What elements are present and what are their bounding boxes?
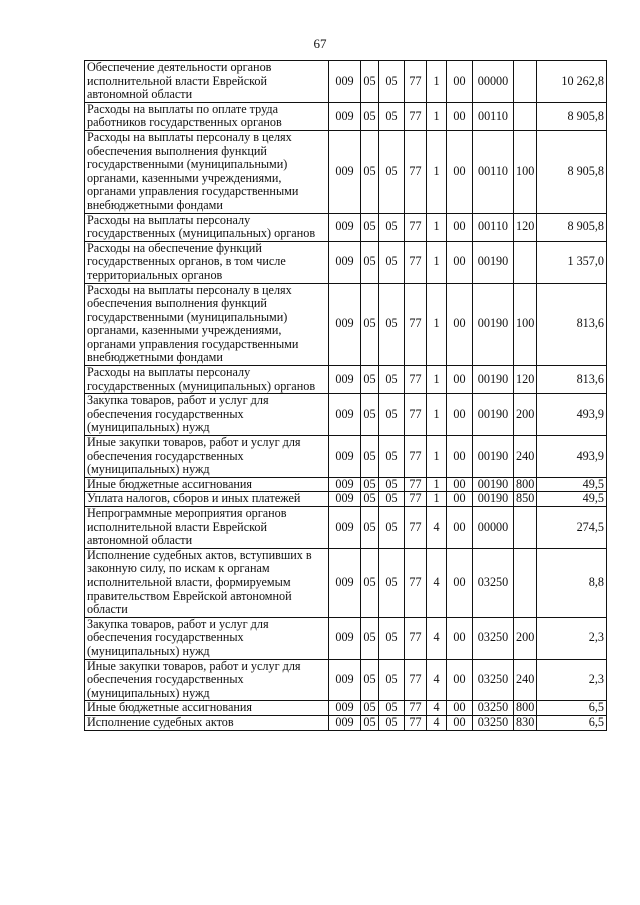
budget-item-name: Иные бюджетные ассигнования [85,477,329,492]
code-program: 77 [405,492,427,507]
code-group: 00 [447,617,473,659]
code-program: 77 [405,102,427,130]
code-program: 77 [405,366,427,394]
budget-item-name: Иные бюджетные ассигнования [85,701,329,716]
code-podrazdel: 05 [379,436,405,478]
code-razdel: 05 [361,548,379,617]
code-group: 00 [447,477,473,492]
code-direction: 00190 [473,477,514,492]
code-razdel: 05 [361,659,379,701]
code-podrazdel: 05 [379,477,405,492]
code-direction: 00190 [473,492,514,507]
table-row [85,507,607,549]
budget-item-name: Уплата налогов, сборов и иных платежей [85,492,329,507]
budget-item-name: Закупка товаров, работ и услуг для обеспечения государственных (муниципальных) нужд [85,617,329,659]
code-group: 00 [447,701,473,716]
code-program: 77 [405,617,427,659]
code-subprogram: 1 [427,213,447,241]
code-direction: 00000 [473,61,514,103]
code-razdel: 05 [361,507,379,549]
code-direction: 00190 [473,436,514,478]
code-direction: 00190 [473,241,514,283]
code-razdel: 05 [361,366,379,394]
code-glava: 009 [329,659,361,701]
code-glava: 009 [329,130,361,213]
code-expense-type: 100 [514,283,537,366]
code-podrazdel: 05 [379,617,405,659]
code-expense-type: 850 [514,492,537,507]
code-subprogram: 1 [427,241,447,283]
code-expense-type [514,102,537,130]
code-expense-type: 120 [514,213,537,241]
code-glava: 009 [329,492,361,507]
code-podrazdel: 05 [379,507,405,549]
table-row [85,102,607,130]
table-row [85,366,607,394]
table-row [85,213,607,241]
code-podrazdel: 05 [379,548,405,617]
code-glava: 009 [329,477,361,492]
amount-cell: 49,5 [537,492,607,507]
code-group: 00 [447,659,473,701]
budget-item-name: Закупка товаров, работ и услуг для обеспечения государственных (муниципальных) нужд [85,394,329,436]
code-group: 00 [447,492,473,507]
budget-item-name: Расходы на выплаты персоналу государственных (муниципальных) органов [85,213,329,241]
table-row [85,241,607,283]
code-expense-type: 100 [514,130,537,213]
code-group: 00 [447,394,473,436]
amount-cell: 493,9 [537,394,607,436]
amount-cell: 8 905,8 [537,130,607,213]
table-row [85,617,607,659]
code-expense-type: 200 [514,617,537,659]
amount-cell: 813,6 [537,283,607,366]
budget-item-name: Иные закупки товаров, работ и услуг для обеспечения государственных (муниципальных) нужд [85,659,329,701]
code-direction: 03250 [473,548,514,617]
code-program: 77 [405,241,427,283]
code-program: 77 [405,436,427,478]
code-subprogram: 1 [427,102,447,130]
code-expense-type: 200 [514,394,537,436]
code-program: 77 [405,701,427,716]
amount-cell: 274,5 [537,507,607,549]
budget-item-name: Расходы на выплаты персоналу государственных (муниципальных) органов [85,366,329,394]
code-subprogram: 4 [427,701,447,716]
code-program: 77 [405,548,427,617]
code-group: 00 [447,366,473,394]
code-podrazdel: 05 [379,130,405,213]
amount-cell: 8,8 [537,548,607,617]
code-expense-type: 800 [514,701,537,716]
code-program: 77 [405,283,427,366]
code-program: 77 [405,659,427,701]
budget-item-name: Расходы на обеспечение функций государственных органов, в том числе территориальных органов [85,241,329,283]
code-program: 77 [405,477,427,492]
code-expense-type: 240 [514,659,537,701]
amount-cell: 1 357,0 [537,241,607,283]
table-row [85,701,607,716]
code-glava: 009 [329,436,361,478]
code-direction: 00110 [473,130,514,213]
amount-cell: 6,5 [537,715,607,730]
budget-item-name: Исполнение судебных актов [85,715,329,730]
code-subprogram: 4 [427,548,447,617]
code-group: 00 [447,213,473,241]
code-program: 77 [405,130,427,213]
code-razdel: 05 [361,283,379,366]
code-razdel: 05 [361,241,379,283]
code-razdel: 05 [361,213,379,241]
table-row [85,492,607,507]
code-podrazdel: 05 [379,492,405,507]
code-razdel: 05 [361,701,379,716]
code-subprogram: 1 [427,477,447,492]
code-subprogram: 4 [427,659,447,701]
code-podrazdel: 05 [379,701,405,716]
code-subprogram: 1 [427,492,447,507]
amount-cell: 8 905,8 [537,213,607,241]
amount-cell: 493,9 [537,436,607,478]
page-number: 67 [313,36,327,51]
code-subprogram: 1 [427,436,447,478]
table-row [85,477,607,492]
code-group: 00 [447,241,473,283]
code-podrazdel: 05 [379,61,405,103]
code-expense-type: 800 [514,477,537,492]
table-row [85,61,607,103]
code-glava: 009 [329,61,361,103]
code-group: 00 [447,548,473,617]
code-razdel: 05 [361,130,379,213]
amount-cell: 10 262,8 [537,61,607,103]
code-program: 77 [405,213,427,241]
code-direction: 00000 [473,507,514,549]
code-glava: 009 [329,617,361,659]
budget-item-name: Обеспечение деятельности органов исполнительной власти Еврейской автономной области [85,61,329,103]
code-expense-type [514,61,537,103]
code-direction: 00110 [473,213,514,241]
code-glava: 009 [329,102,361,130]
code-group: 00 [447,715,473,730]
code-subprogram: 1 [427,394,447,436]
code-glava: 009 [329,701,361,716]
code-podrazdel: 05 [379,366,405,394]
budget-item-name: Исполнение судебных актов, вступивших в законную силу, по искам к органам исполнительной власти, формируемым правительством Еврейской автономной области [85,548,329,617]
code-subprogram: 1 [427,283,447,366]
code-razdel: 05 [361,436,379,478]
code-subprogram: 1 [427,61,447,103]
code-subprogram: 1 [427,366,447,394]
code-razdel: 05 [361,102,379,130]
code-razdel: 05 [361,61,379,103]
code-podrazdel: 05 [379,241,405,283]
table-row [85,715,607,730]
code-subprogram: 4 [427,617,447,659]
code-expense-type: 830 [514,715,537,730]
code-direction: 03250 [473,701,514,716]
amount-cell: 813,6 [537,366,607,394]
code-glava: 009 [329,241,361,283]
code-glava: 009 [329,394,361,436]
table-row [85,394,607,436]
code-program: 77 [405,715,427,730]
table-row [85,130,607,213]
code-glava: 009 [329,283,361,366]
code-direction: 00110 [473,102,514,130]
code-group: 00 [447,283,473,366]
code-subprogram: 1 [427,130,447,213]
table-row [85,548,607,617]
code-expense-type: 240 [514,436,537,478]
code-podrazdel: 05 [379,659,405,701]
code-razdel: 05 [361,715,379,730]
code-direction: 03250 [473,617,514,659]
code-expense-type [514,241,537,283]
code-expense-type [514,507,537,549]
code-direction: 00190 [473,394,514,436]
code-razdel: 05 [361,394,379,436]
code-group: 00 [447,507,473,549]
code-podrazdel: 05 [379,283,405,366]
code-podrazdel: 05 [379,394,405,436]
budget-item-name: Непрограммные мероприятия органов исполнительной власти Еврейской автономной области [85,507,329,549]
code-program: 77 [405,61,427,103]
code-direction: 03250 [473,715,514,730]
code-expense-type: 120 [514,366,537,394]
code-podrazdel: 05 [379,715,405,730]
code-subprogram: 4 [427,715,447,730]
amount-cell: 2,3 [537,659,607,701]
code-podrazdel: 05 [379,102,405,130]
code-glava: 009 [329,548,361,617]
code-direction: 03250 [473,659,514,701]
code-direction: 00190 [473,366,514,394]
table-row [85,436,607,478]
amount-cell: 49,5 [537,477,607,492]
amount-cell: 2,3 [537,617,607,659]
amount-cell: 6,5 [537,701,607,716]
code-glava: 009 [329,715,361,730]
code-razdel: 05 [361,477,379,492]
budget-table [84,60,607,731]
budget-item-name: Расходы на выплаты по оплате труда работников государственных органов [85,102,329,130]
table-row [85,659,607,701]
code-razdel: 05 [361,617,379,659]
code-subprogram: 4 [427,507,447,549]
code-podrazdel: 05 [379,213,405,241]
amount-cell: 8 905,8 [537,102,607,130]
table-row [85,283,607,366]
code-glava: 009 [329,213,361,241]
code-direction: 00190 [473,283,514,366]
code-group: 00 [447,61,473,103]
code-program: 77 [405,507,427,549]
code-group: 00 [447,130,473,213]
budget-item-name: Расходы на выплаты персоналу в целях обеспечения выполнения функций государственными (муниципальными) органами, казенными учреждениями, органами управления государственными внебюджетными фондами [85,130,329,213]
code-razdel: 05 [361,492,379,507]
code-glava: 009 [329,366,361,394]
budget-item-name: Расходы на выплаты персоналу в целях обеспечения выполнения функций государственными (муниципальными) органами, казенными учреждениями, органами управления государственными внебюджетными фондами [85,283,329,366]
code-group: 00 [447,102,473,130]
code-expense-type [514,548,537,617]
code-group: 00 [447,436,473,478]
code-glava: 009 [329,507,361,549]
code-program: 77 [405,394,427,436]
budget-item-name: Иные закупки товаров, работ и услуг для обеспечения государственных (муниципальных) нужд [85,436,329,478]
